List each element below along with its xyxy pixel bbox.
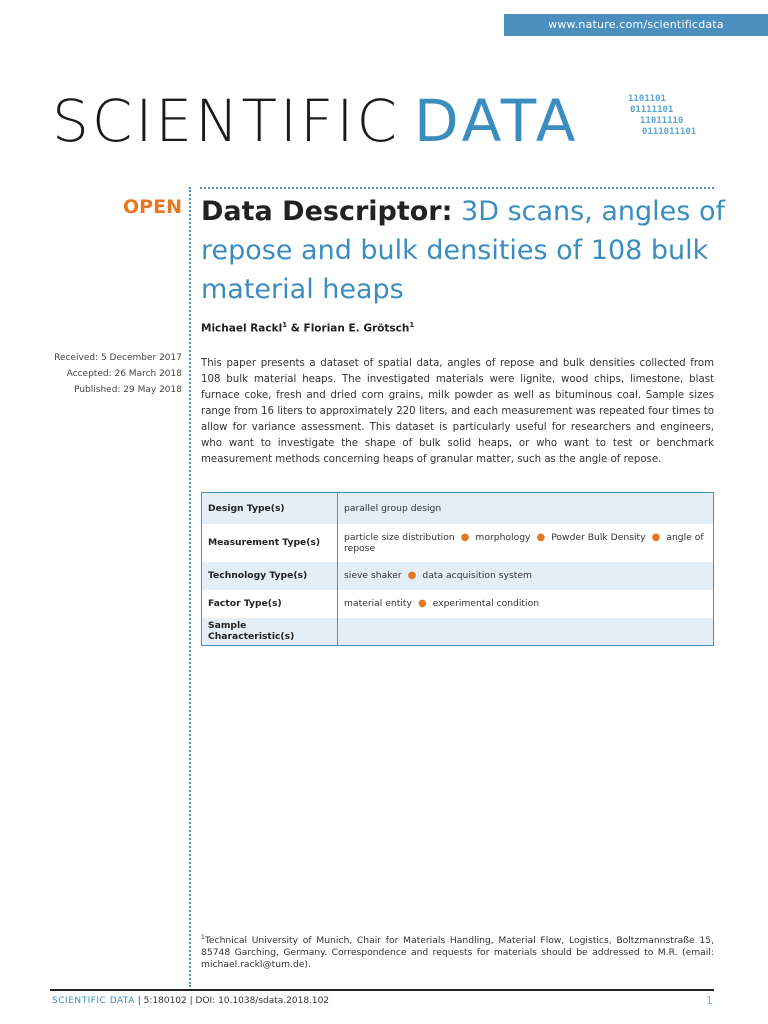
- row-key: Sample Characteristic(s): [202, 618, 338, 646]
- footer-rule: [50, 989, 714, 991]
- value-item[interactable]: particle size distribution: [344, 531, 455, 543]
- value-item[interactable]: angle of repose: [344, 531, 704, 554]
- row-key: Technology Type(s): [202, 562, 338, 590]
- binary-line: 11011110: [640, 116, 684, 126]
- article-title: [201, 192, 731, 309]
- author-separator: &: [287, 322, 304, 335]
- article-dates: [20, 350, 182, 398]
- abstract-text: This paper presents a dataset of spatial data, angles of repose and bulk densities collected from 108 bulk material heaps. The investigated materials were lignite, wood chips, limestone, blast furnace coke, fresh and dried corn grains, milk powder as well as bituminous coal. Sample sizes range from 16 liters to approximately 220 liters, and each measurement was repeated four times to allow for variance assessment. This dataset is particularly useful for researchers and engineers, who want to investigate the shape of bulk solid heaps, or who want to test or benchmark measurement methods concerning heaps of granular matter, such as the angle of repose.: [201, 358, 714, 465]
- page-number: 1: [706, 994, 713, 1007]
- received-date: Received: 5 December 2017: [54, 353, 182, 363]
- table-row: [202, 524, 714, 562]
- row-values: [338, 562, 714, 590]
- affiliation-mark: 1: [409, 321, 415, 329]
- published-date: Published: 29 May 2018: [74, 385, 182, 395]
- bullet-separator: ●: [651, 531, 661, 543]
- row-key: Design Type(s): [202, 493, 338, 524]
- open-access-label: OPEN: [123, 196, 182, 218]
- bullet-separator: ●: [536, 531, 546, 543]
- journal-url-link[interactable]: www.nature.com/scientificdata: [504, 14, 768, 36]
- value-item[interactable]: parallel group design: [344, 502, 442, 514]
- value-item[interactable]: data acquisition system: [422, 570, 532, 581]
- masthead-data: DATA: [413, 87, 580, 155]
- value-item[interactable]: experimental condition: [432, 598, 540, 609]
- margin-divider: [189, 187, 191, 987]
- bullet-separator: ●: [417, 598, 427, 609]
- title-rest: 3D scans, angles of repose and bulk densities of 108 bulk material heaps: [201, 196, 725, 305]
- table-row: [202, 590, 714, 618]
- footer-brand: SCIENTIFIC DATA: [52, 996, 135, 1006]
- affiliation-mark: 1: [282, 321, 288, 329]
- author-name[interactable]: Michael Rackl: [201, 322, 283, 335]
- binary-line: 01111101: [630, 105, 674, 115]
- table-row: [202, 493, 714, 524]
- affiliation-footnote: [201, 932, 714, 971]
- bullet-separator: ●: [460, 531, 470, 543]
- row-values: [338, 618, 714, 646]
- binary-line: 0111011101: [642, 127, 697, 137]
- author-list: [201, 321, 414, 335]
- value-item[interactable]: material entity: [344, 598, 412, 609]
- journal-masthead: [52, 86, 579, 156]
- row-values: [338, 524, 714, 562]
- title-lead: Data Descriptor:: [201, 196, 453, 227]
- title-divider: [200, 187, 714, 189]
- masthead-scientific: SCIENTIFIC: [52, 87, 400, 155]
- top-bar: [0, 0, 768, 14]
- author-name[interactable]: Florian E. Grötsch: [303, 322, 410, 335]
- row-values: [338, 590, 714, 618]
- value-item[interactable]: morphology: [475, 531, 531, 543]
- footnote-mark: 1: [201, 934, 205, 941]
- table-row: [202, 618, 714, 646]
- footer-citation[interactable]: | 5:180102 | DOI: 10.1038/sdata.2018.102: [134, 996, 330, 1006]
- row-key: Measurement Type(s): [202, 524, 338, 562]
- binary-line: 1101101: [628, 94, 666, 104]
- row-values: [338, 493, 714, 524]
- row-key: Factor Type(s): [202, 590, 338, 618]
- metadata-table: [201, 492, 714, 646]
- accepted-date: Accepted: 26 March 2018: [66, 369, 182, 379]
- value-item[interactable]: Powder Bulk Density: [551, 531, 646, 543]
- binary-logo-decoration: [628, 94, 718, 144]
- bullet-separator: ●: [407, 570, 417, 581]
- value-item[interactable]: sieve shaker: [344, 570, 402, 581]
- footnote-text: Technical University of Munich, Chair for Materials Handling, Material Flow, Logistics, Boltzmannstraße 15, 85748 Garching, Germany. Correspondence and requests for materials should be addressed to M.R. (email: michael.rackl@tum.de).: [201, 935, 714, 971]
- table-row: [202, 562, 714, 590]
- page-footer: [52, 996, 329, 1006]
